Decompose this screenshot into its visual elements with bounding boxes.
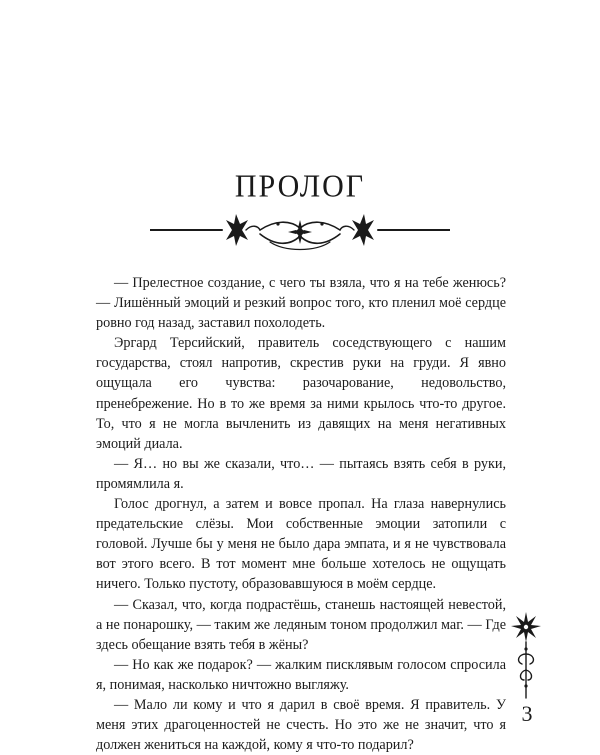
paragraph: Голос дрогнул, а затем и вовсе пропал. На глаза навернулись предательские слёзы. Мои собственные эмоции затопили с головой. Лучше бы у меня не было дара эмпата, и я не чувствовала вот этого всего. В тот момент мне больше хотелось не ощущать ничего. Только пустоту, образовавшуюся в моём сердце. xyxy=(96,496,506,593)
body-text xyxy=(96,273,506,755)
page-number: 3 xyxy=(521,701,533,726)
paragraph: Эргард Терсийский, правитель соседствующего с нашим государства, стоял напротив, скрестив руки на груди. Я явно ощущала его чувства: разочарование, недовольство, пренебрежение. Но в то же время за ними крылось что-то другое. То, что я не могла вычленить из давящих на меня негативных эмоций диала. xyxy=(96,335,506,452)
paragraph: — Я… но вы же сказали, что… — пытаясь взять себя в руки, промямлила я. xyxy=(96,455,506,492)
title-ornament-divider xyxy=(150,206,450,256)
paragraph: — Сказал, что, когда подрастёшь, станешь настоящей невестой, а не понарошку, — таким же ледяным тоном продолжил маг. — Где здесь обещание взять тебя в жёны? xyxy=(96,596,506,653)
paragraph: — Но как же подарок? — жалким писклявым голосом спросила я, понимая, насколько ничтожно выгляжу. xyxy=(96,656,506,693)
page-number-ornament xyxy=(508,610,544,702)
chapter-title: ПРОЛОГ xyxy=(234,169,366,204)
paragraph: — Мало ли кому и что я дарил в своё время. Я правитель. У меня этих драгоценностей не счесть. Но это же не значит, что я должен жениться на каждой, кому я что-то подарил? xyxy=(96,696,506,754)
paragraph: — Прелестное создание, с чего ты взяла, что я на тебе женюсь? — Лишённый эмоций и резкий вопрос того, кто пленил моё сердце ровно год назад, заставил похолодеть. xyxy=(96,275,506,332)
